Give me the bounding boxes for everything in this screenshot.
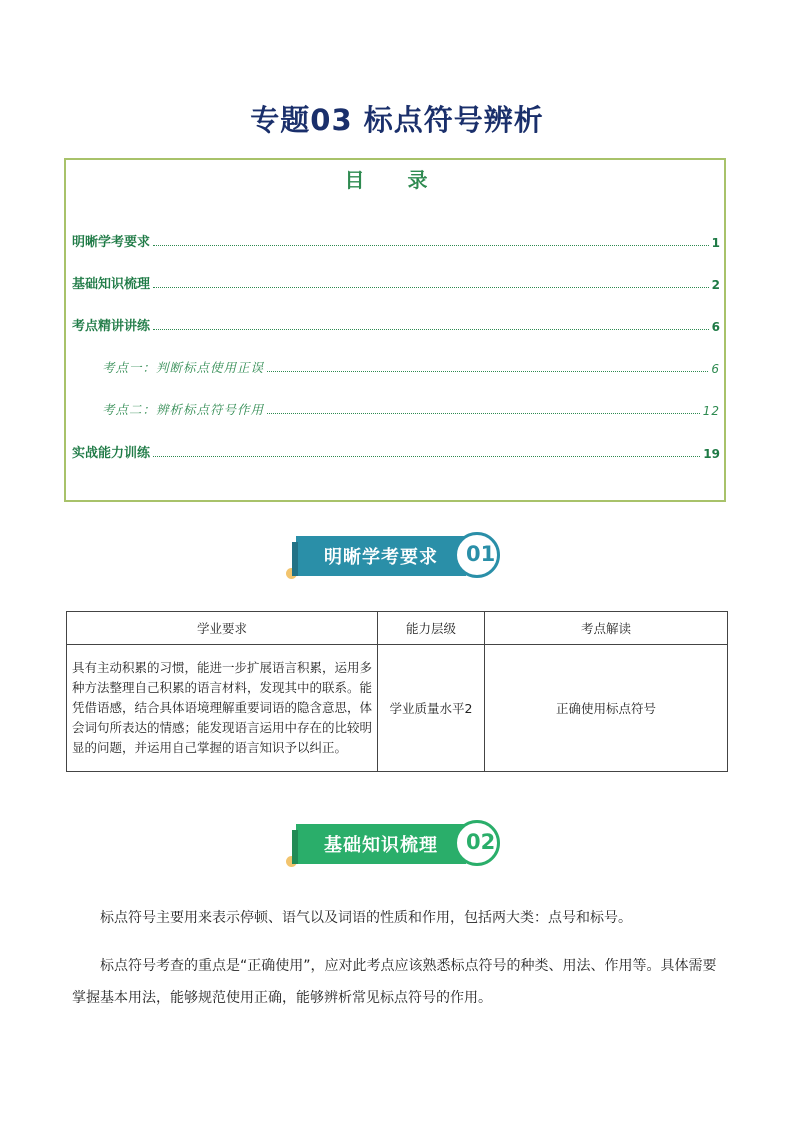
toc-item[interactable] bbox=[72, 230, 720, 250]
table-cell-requirement: 具有主动积累的习惯，能进一步扩展语言积累，运用多种方法整理自己积累的语言材料，发现其中的联系。能凭借语感，结合具体语境理解重要词语的隐含意思，体会词句所表达的情感；能发现语言运用中存在的比较明显的问题，并运用自己掌握的语言知识予以纠正。 bbox=[67, 645, 378, 772]
table-cell-level: 学业质量水平2 bbox=[378, 645, 485, 772]
toc-leader bbox=[153, 456, 700, 457]
table-header-cell: 学业要求 bbox=[67, 612, 378, 645]
body-paragraph: 标点符号主要用来表示停顿、语气以及词语的性质和作用，包括两大类：点号和标号。 bbox=[100, 910, 632, 926]
toc-leader bbox=[153, 245, 709, 246]
banner-label: 基础知识梳理 bbox=[296, 824, 466, 864]
section-banner-requirements bbox=[286, 534, 526, 584]
toc-leader bbox=[153, 287, 709, 288]
toc-item[interactable] bbox=[72, 314, 720, 334]
table-header-cell: 考点解读 bbox=[485, 612, 728, 645]
toc-item-label: 实战能力训练 bbox=[72, 446, 151, 461]
table-row bbox=[67, 645, 728, 772]
toc-subitem[interactable] bbox=[102, 356, 720, 376]
table-of-contents bbox=[64, 158, 726, 502]
banner-label: 明晰学考要求 bbox=[296, 536, 466, 576]
table-header-row bbox=[67, 612, 728, 645]
table-header-cell: 能力层级 bbox=[378, 612, 485, 645]
toc-subitem[interactable] bbox=[102, 398, 720, 418]
banner-number: 02 bbox=[466, 830, 496, 854]
toc-item-page: 2 bbox=[711, 278, 720, 292]
toc-item[interactable] bbox=[72, 272, 720, 292]
banner-number: 01 bbox=[466, 542, 496, 566]
toc-item-page: 19 bbox=[703, 447, 720, 461]
toc-heading: 目 录 bbox=[344, 168, 446, 192]
toc-item-page: 6 bbox=[711, 362, 720, 376]
toc-item-label: 考点二：辨析标点符号作用 bbox=[102, 402, 265, 417]
toc-item-label: 考点一：判断标点使用正误 bbox=[102, 360, 265, 375]
table-cell-interpretation: 正确使用标点符号 bbox=[485, 645, 728, 772]
toc-leader bbox=[267, 371, 708, 372]
page-title: 专题03 标点符号辨析 bbox=[250, 103, 544, 137]
toc-item-page: 12 bbox=[702, 404, 720, 418]
toc-leader bbox=[153, 329, 709, 330]
toc-item-label: 考点精讲讲练 bbox=[72, 319, 151, 334]
section-banner-knowledge bbox=[286, 822, 526, 872]
toc-item-label: 基础知识梳理 bbox=[72, 277, 151, 292]
toc-leader bbox=[267, 413, 700, 414]
body-paragraph: 标点符号考查的重点是“正确使用”，应对此考点应该熟悉标点符号的种类、用法、作用等。具体需要掌握基本用法，能够规范使用正确，能够辨析常见标点符号的作用。 bbox=[72, 958, 717, 1006]
toc-item-page: 1 bbox=[711, 236, 720, 250]
requirements-table bbox=[66, 611, 728, 772]
toc-item-page: 6 bbox=[711, 320, 720, 334]
toc-item[interactable] bbox=[72, 441, 720, 461]
toc-item-label: 明晰学考要求 bbox=[72, 235, 151, 250]
